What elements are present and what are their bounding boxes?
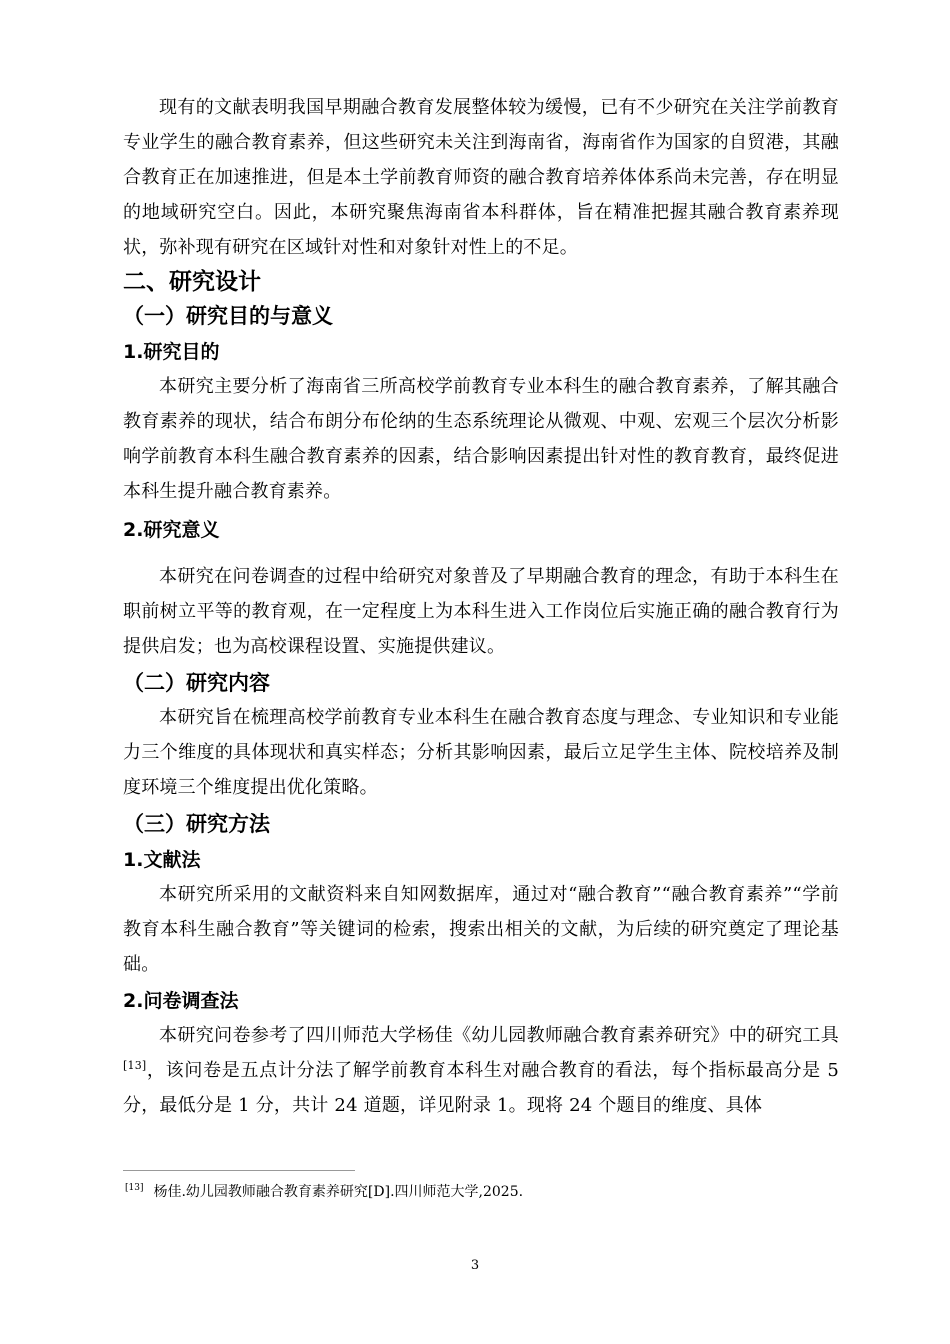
footnote-divider <box>123 1170 355 1171</box>
spacer <box>123 547 839 559</box>
heading-literature-method: 1.文献法 <box>123 849 201 871</box>
page-number: 3 <box>470 1258 480 1273</box>
document-body <box>123 90 839 1123</box>
questionnaire-text-a: 本研究问卷参考了四川师范大学杨佳《幼儿园教师融合教育素养研究》中的研究工具 <box>159 1025 839 1046</box>
heading-purpose-significance: （一）研究目的与意义 <box>123 304 333 328</box>
paragraph-significance: 本研究在问卷调查的过程中给研究对象普及了早期融合教育的理念，有助于本科生在职前树立平等的教育观，在一定程度上为本科生进入工作岗位后实施正确的融合教育行为提供启发；也为高校课程设置、实施提供建议。 <box>123 566 839 657</box>
heading-research-methods: （三）研究方法 <box>123 812 270 836</box>
heading-questionnaire-method: 2.问卷调查法 <box>123 990 239 1012</box>
footnote-marker: [13] <box>125 1183 144 1194</box>
paragraph-literature: 本研究所采用的文献资料来自知网数据库，通过对“融合教育”“融合教育素养”“学前教育本科生融合教育”等关键词的检索，搜索出相关的文献，为后续的研究奠定了理论基础。 <box>123 884 839 975</box>
footnote <box>125 1182 825 1202</box>
heading-research-significance: 2.研究意义 <box>123 519 220 541</box>
paragraph-purpose: 本研究主要分析了海南省三所高校学前教育专业本科生的融合教育素养，了解其融合教育素养的现状，结合布朗分布伦纳的生态系统理论从微观、中观、宏观三个层次分析影响学前教育本科生融合教育素养的因素，结合影响因素提出针对性的教育教育，最终促进本科生提升融合教育素养。 <box>123 376 839 502</box>
footnote-text: 杨佳.幼儿园教师融合教育素养研究[D].四川师范大学,2025. <box>153 1184 524 1200</box>
paragraph-questionnaire <box>123 1018 839 1123</box>
paragraph-content: 本研究旨在梳理高校学前教育专业本科生在融合教育态度与理念、专业知识和专业能力三个维度的具体现状和真实样态；分析其影响因素，最后立足学生主体、院校培养及制度环境三个维度提出优化策略。 <box>123 707 839 798</box>
heading-research-content: （二）研究内容 <box>123 671 270 695</box>
heading-research-purpose: 1.研究目的 <box>123 341 220 363</box>
citation-13[interactable]: [13] <box>123 1059 147 1072</box>
heading-research-design: 二、研究设计 <box>123 269 261 295</box>
questionnaire-text-b: ，该问卷是五点计分法了解学前教育本科生对融合教育的看法，每个指标最高分是 5 分，最低分是 1 分，共计 24 道题，详见附录 1。现将 24 个题目的维度、具体 <box>123 1060 839 1116</box>
paragraph-intro: 现有的文献表明我国早期融合教育发展整体较为缓慢，已有不少研究在关注学前教育专业学生的融合教育素养，但这些研究未关注到海南省，海南省作为国家的自贸港，其融合教育正在加速推进，但是本土学前教育师资的融合教育培养体体系尚未完善，存在明显的地域研究空白。因此，本研究聚焦海南省本科群体，旨在精准把握其融合教育素养现状，弥补现有研究在区域针对性和对象针对性上的不足。 <box>123 97 839 258</box>
